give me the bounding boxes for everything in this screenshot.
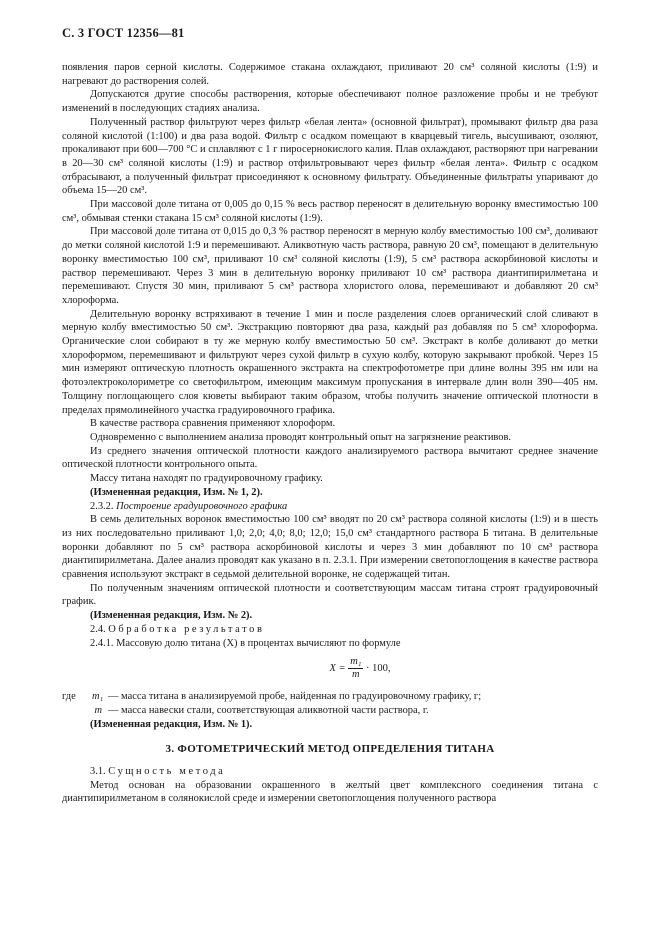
edit-note-2: (Измененная редакция, Изм. № 2).	[90, 610, 253, 622]
paragraph-high-content: При массовой доле титана от 0,015 до 0,3 % раствор переносят в мерную колбу вместимостью 100 см³, доливают до метки соляной кислотой 1:9 и перемешивают. Аликвотную часть раствора, равную 20 см³, помещают в делительную воронку вместимостью 100 см³, приливают 10 см³ соляной кислоты (1:9), 5 см³ раствора аскорбиновой кислоты и раствор перемешивают. Через 3 мин в делительную воронку приливают 10 см³ раствора диантипирилметана и перемешивают. Спустя 30 мин, приливают 5 см³ раствора хлористого олова, перемешивают и добавляют 20 см³ хлороформа.	[62, 226, 598, 306]
formula-rhs: · 100,	[366, 663, 391, 675]
definition-lead	[62, 704, 92, 718]
definition-m	[62, 704, 598, 718]
paragraph-other-methods: Допускаются другие способы растворения, которые обеспечивают полное разложение пробы и не требуют изменений в последующих стадиях анализа.	[62, 89, 598, 115]
document-page	[62, 26, 598, 806]
clause-2-3-2-title: Построение градуировочного графика	[116, 500, 288, 512]
definition-lead: где	[62, 691, 76, 703]
clause-3-1-number: 3.1.	[90, 766, 106, 778]
paragraph-method-principle: Метод основан на образовании окрашенного в желтый цвет комплексного соединения титана с диантипирилметаном в солянокислой среде и измерении светопоглощения полученного раствора	[62, 779, 598, 805]
paragraph-mass-titanium: Массу титана находят по градуировочному графику.	[90, 473, 323, 485]
paragraph-dissolution-end: появления паров серной кислоты. Содержимое стакана охлаждают, приливают 20 см³ соляной кислоты (1:9) и нагревают до растворения солей.	[62, 62, 598, 87]
section-3-title: 3. ФОТОМЕТРИЧЕСКИЙ МЕТОД ОПРЕДЕЛЕНИЯ ТИТАНА	[165, 743, 495, 756]
definition-text: — масса титана в анализируемой пробе, найденная по градуировочному графику, г;	[108, 691, 482, 703]
formula-numerator: m₁	[350, 656, 362, 668]
definition-symbol: m	[94, 704, 102, 716]
definition-symbol: m₁	[92, 691, 104, 703]
definition-m1	[62, 690, 598, 704]
paragraph-calibration-graph: По полученным значениям оптической плотности и соответствующим массам титана строят градуировочный график.	[62, 582, 598, 608]
clause-2-4	[62, 623, 598, 637]
edit-note-3: (Измененная редакция, Изм. № 1).	[90, 718, 253, 730]
formula-lhs: X =	[329, 663, 346, 675]
paragraph-subtraction: Из среднего значения оптической плотности каждого анализируемого раствора вычитают среднее значение оптической плотности контрольного опыта.	[62, 445, 598, 471]
document-body	[62, 61, 598, 806]
clause-3-1	[62, 765, 598, 779]
page-header: С. 3 ГОСТ 12356—81	[62, 26, 185, 40]
clause-2-4-number: 2.4.	[90, 623, 106, 635]
clause-3-1-title: Сущность метода	[108, 766, 226, 778]
paragraph-filtration: Полученный раствор фильтруют через фильтр «белая лента» (основной фильтрат), промывают фильтр два раза соляной кислотой (1:100) и два раза водой. Фильтр с осадком помещают в кварцевый тигель, высушивают, озоляют, прокаливают при 600—700 °С и сплавляют с 1 г пиросернокислого калия. Плав охлаждают, растворяют при нагревании в 20—30 см³ соляной кислоты (1:9) и раствор отфильтровывают через фильтр «белая лента». Фильтр с осадком отбрасывают, а полученный фильтрат присоединяют к основному фильтрату. Объединенные фильтраты упаривают до объема 15—20 см³.	[62, 116, 598, 197]
clause-2-4-1: 2.4.1. Массовую долю титана (X) в процентах вычисляют по формуле	[90, 637, 401, 649]
clause-2-3-2	[62, 500, 598, 514]
formula-denominator: m	[352, 669, 360, 681]
paragraph-reference-solution: В качестве раствора сравнения применяют хлороформ.	[90, 418, 336, 430]
formula-titanium	[122, 656, 598, 684]
paragraph-low-content: При массовой доле титана от 0,005 до 0,15 % весь раствор переносят в делительную воронку вместимостью 100 см³, обмывая стенки стакана 15 см³ соляной кислоты (1:9).	[62, 199, 598, 224]
definition-text: — масса навески стали, соответствующая аликвотной части раствора, г.	[108, 704, 429, 716]
paragraph-extraction: Делительную воронку встряхивают в течение 1 мин и после разделения слоев органический слой сливают в мерную колбу вместимостью 50 см³. Экстракцию повторяют два раза, каждый раз добавляя по 5 см³ хлороформа. Органические слои собирают в ту же мерную колбу вместимостью 50 см³. Экстракт в колбе доливают до метки хлороформом, перемешивают и фильтруют через сухой фильтр в сухую колбу, которую закрывают пробкой. Через 15 мин измеряют оптическую плотность окрашенного экстракта на спектрофотометре при длине волны 395 нм или на фотоэлектроколориметре со светофильтром, имеющим максимум пропускания в интервале длин волн 390—405 нм. Толщину поглощающего слоя кюветы выбирают таким образом, чтобы получить значение оптической плотности в пределах прямолинейного участка градуировочного графика.	[62, 308, 598, 416]
edit-note-1: (Измененная редакция, Изм. № 1, 2).	[90, 486, 263, 498]
paragraph-calibration-procedure: В семь делительных воронок вместимостью 100 см³ вводят по 20 см³ раствора соляной кислоты (1:9) и в шесть из них последовательно приливают 1,0; 2,0; 4,0; 8,0; 12,0; 15,0 см³ стандартного раствора Б титана. В делительные воронки добавляют по 5 см³ раствора аскорбиновой кислоты и через 3 мин добавляют по 10 см³ раствора диантипирилметана. Далее анализ проводят как указано в п. 2.3.1. При измерении светопоглощения в качестве раствора сравнения используют экстракт в седьмой делительной воронке, не содержащей титан.	[62, 514, 598, 581]
clause-2-4-title: Обработка результатов	[108, 623, 265, 635]
clause-2-3-2-number: 2.3.2.	[90, 500, 114, 512]
formula-fraction	[348, 656, 363, 681]
paragraph-control-test: Одновременно с выполнением анализа проводят контрольный опыт на загрязнение реактивов.	[90, 431, 512, 443]
